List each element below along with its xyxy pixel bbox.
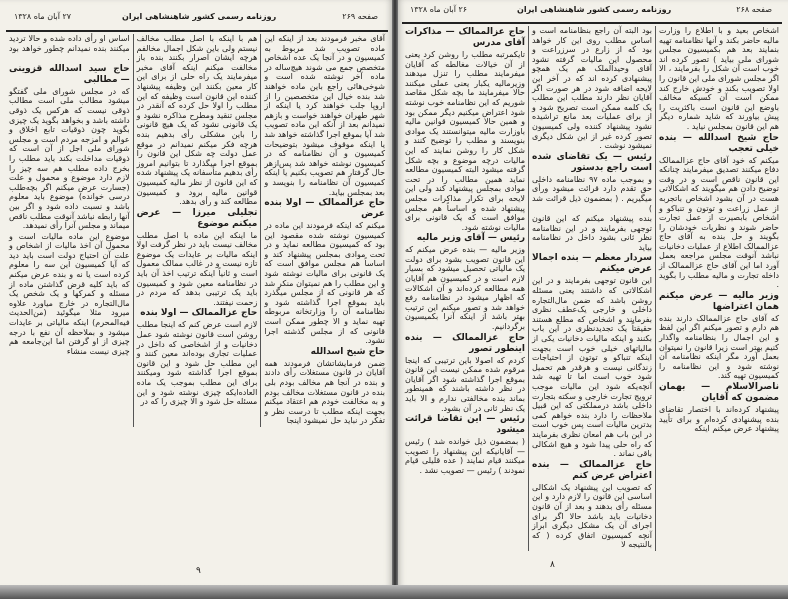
paragraph: لازم است عرض کنم که اینجا مطلب روشن است قانون نوشته شود عمل دخانیات و از اشخاصی که داخل در عملیات تجاری بوده‌اند معین کنند و این مطلب حل شود و این قانون بموقع اجرا گذاشته شود ومیکنند برای این مطلب بموجب یک ماده العاده‌ایکه چیزی نوشته شود و این مسئله حل شود و الا چیزی را که در (136, 320, 258, 407)
speaker-heading: رئیس — آقای وزیر مالیه (416, 233, 525, 244)
paragraph: ما اینکه این ماده با اصل مطلب مخالف نیست باید در نظر گرفت اولا اینکه مالیات بر عایدات یک موضوع تازه نیست و در غالب ممالک معمول است و ثانیاً اینکه ترتیب اخذ آن باید در نظامنامه معین شود و کمیسیون باید یک ترتیبی بدهد که مردم در زحمت نیفتند. (136, 230, 258, 307)
paragraph: پیشنهاد کرده‌اند با اختصار تقاضای بنده پیشنهادی کرده‌ام و برای تأیید پیشنهاد عرض میکنم اینکه (659, 405, 779, 434)
speaker-heading: سردار معظم — بنده اجمالا عرض میکنم (532, 253, 652, 275)
text-column (133, 34, 261, 427)
paragraph: وزیر مالیه — بنده عرض میکنم که این قانون تصویب بشود برای دولت یک مالیاتی تحصیل میشود که بسیار لازم است و در کمیسیون هم آقایان همه مطالعه کرده‌اند و آن اشکالات که اظهار میشود در نظامنامه رفع خواهد شد و تصور میکنم این ترتیب بهتر باشد از اینکه آنرا بکمیسیون برگردانیم. (405, 245, 525, 332)
speaker-heading: ناصرالاسلام — بهمان مضمون که آقایان (659, 382, 779, 403)
right-page-columns (402, 26, 782, 551)
page-label: صفحه ۲۶۸ (736, 5, 772, 14)
text-column (655, 26, 782, 551)
paragraph: این قانون توجهی بفرمایند و در این اشکالاتی که داشتند یعنی مسئله روشن باشد که ضمن مال‌التجاره داخلی و خارجی یک‌عطف نظری بفرمایند و اشخاص که مطلع هستند حقیقتاً یک تجدیدنظری در این باب بکنند و اینکه مالیات دخانیات یکی از مالیاتهای خیلی خوب است بجهت اینکه تنباکو و توتون از احتیاجات زندگانی نیست و هرقدر هم تحمیل شود خوب است اما تا تهیه شد آنچه‌یکه شود این مالیات موجب ترویج تجارت خارجی و سکته بتجارت داخلی باشد درمملکتی که این قبیل ملاحظات را دارد بنده خواهم کمی بدترین مالیات است پس خوب است در این باب هم امعان نظری بفرمایند که راه حلی پیدا شود و هیچ اشکالی باقی نماند . (531, 276, 652, 459)
paragraph: که تصویب این پیشنهاد یک اشکالی اساسی این قانون را لازم دارد و این مسئله رأی بدهند و بعد از آن قانون دخانیات باید باشد حالا اگر برای اجرای آن یک مشکل دیگری ابراز آنچه کمیسیون اتفاق کرده ( که بالنتیجه لا (532, 482, 652, 550)
masthead: روزنامه رسمی کشور شاهنشاهی ایران (517, 5, 672, 14)
left-page-columns (6, 34, 388, 427)
header-rule (402, 22, 782, 24)
speaker-heading: حاج عزالممالک — بنده اعتراض عرض کنم (532, 459, 652, 481)
left-page-header (6, 12, 388, 26)
speaker-heading: حاج عزالممالک — اولا بنده عرض (264, 198, 385, 220)
paragraph: هم با اینکه با اصل مطلب مخالف نیستم ولی باین شکل اجمال مخالفم هرچه ایشان اصرار بکنند بنده باز مخالفت میکنم اینکه آقای مخبر میفرمایند یک راه حلی از برای این کار معین بکنند این وظیفه پیشنهاد کننده این قانون است وظیفه که این مطلب را اولا حل کرده که آنقدر در مجلس تنقید ومطرح مذاکره نشود و یک قانونی نشود که یک هیچ قانونی را باین مشکلی رأی بدهیم بنده هرچه فکر میکنم نمیدانم در موقع عمل دولت چه شکل این قانون را بموقع اجرا میگذارد تا بتوانیم امروز رأی بدهیم متأسفانه یک پیشنهاد شده که این قانون از نظر مالیه کمیسیون قوانین مالیه برود و کمیسیون مطالعه کند و رأی بدهد. (136, 34, 258, 207)
masthead: روزنامه رسمی کشور شاهنشاهی ایران (122, 12, 277, 21)
paragraph: بود البته آن راجع بنظامنامه است و اساس مطلب روی این کار خواهد بود که از زارع در سرزراعت و محصول این مالیات گرفته نشود آقای وحیدالملک هم یک همچو پیشنهادی کرده اند که در آخر این لایحه اضافه شود در هر صورت اگر آقایان نظر دارند مطلب این مطلب یک کلمه ممکن است تصریح شود و از برای عملیات بعد مانع تراشیده نشود پیشنهاد کننده ولی کمیسیون تصور کرده غیر از این شکل دیگری نمیشود نوشت . (532, 26, 652, 151)
speaker-heading: تجلیلی میرزا — عرض میکنم موضوع (136, 207, 258, 229)
paragraph: کردم که اصولا باین ترتیبی که اینجا مرقوم شده ممکن نیست این قانون بموقع اجرا گذاشته شود اگر آقایان در نظر داشته باشند که همینطور بماند بنده مخالفتی ندارم و الا باید یک نظر ثانی در آن بشود. (405, 355, 525, 413)
speaker-heading: وزیر مالیه — عرض میکنم همان اعتراضها (659, 290, 779, 312)
text-column (528, 26, 655, 551)
paragraph: آقای مخبر فرمودند بعد از اینکه این ماده تصویب شد مربوط به کمیسیون و در آنجا یک عده اشخاص متخصص جمع می شوند هیچ‌ساله در ماده آخر نوشته شده است و شوخی‌هائی راجع باین ماده خواهند شد بنده خیال این متخصصین را از اروپا جلب خواهند کرد یا اینکه از شهر طهران خواهند خواست و بازهم نمیدانم بعد از آنکه این ماده تصویب شد آیا بموقع اجرا گذاشته خواهد شد یا اینکه موقوف میشود بتوضیحات کمیسیون و آن نظامنامه که در کمیسیون نوشته خواهد شد پس‌ازهر حال گرفتار هم تصویب بکنیم یا اینکه کمیسیون آن نظامنامه را بنویسد و بعد بمجلس بیاید. (264, 34, 385, 197)
speaker-heading: حاج عزالممالک — اولا بنده (140, 308, 258, 319)
text-column (260, 34, 388, 427)
paragraph: اساس او رأی داده شده و حالا تردید میکنند بنده نمیدانم چطور خواهد بود . (8, 34, 130, 63)
scan-edge (0, 585, 788, 599)
page-number: ۸ (550, 560, 555, 570)
text-column (402, 26, 528, 551)
speaker-heading: رئیس — یک تقاضای شده است راجع بدستور (532, 151, 652, 173)
speaker-heading: حاج عزالممالک — بنده اینطور تصور (405, 332, 525, 354)
speaker-heading: حاج عزالممالک — مذاکرات آقای مدرس (405, 27, 525, 48)
book-gutter (392, 0, 398, 599)
paragraph: ضمن فرمایشاتشان فرمودند همه آقایان در قانون مستغلات رأی دادند و بنده در آنجا هم مخالف بودم بلی بنده در قانون مستغلات مخالف بودم و به مخالفت خودم هم اعتقاد میکنم بجهت اینکه مطلب تا درست نظر و تفکر در نباید حل نمیشود اینجا (264, 358, 385, 426)
text-column (6, 34, 133, 427)
issue-date: ۲۷ آبان ماه ۱۳۲۸ (14, 12, 72, 21)
paragraph: و بموجب ماده ۹۷ نظامنامه داخلی حق تقدم دارد قرائت میشود ورأی میگیریم . ( بمضمون ذیل قرائت شد ) (532, 174, 652, 213)
paragraph: میکنم که اینکه فرمودند این ماده در کمیسیون نوشته شده مقصود این بود که کمیسیون مطالعه نماید و در تحت موادی بمجلس پیشنهاد کند و اساساً هم مجلس موافق است که یک قانونی برای مالیات نوشته شود و این مطلب را هم نمیتوان منکر شد که هر قانونی که از مجلس میگذرد باید بموقع اجرا گذاشته شود و نظامنامه آن را وزارتخانه مربوطه تهیه نماید و الا چطور ممکن است قانونی که از مجلس گذشته اجرا نشود. (264, 221, 385, 346)
right-page (396, 0, 788, 588)
paragraph: ( بمضمون ذیل خوانده شد ) رئیس — آقایانیکه این پیشنهاد را تصویب میکنند قیام نمایند ( عده قلیلی قیام نمودند ) رئیس — تصویب نشد . (405, 437, 525, 475)
page-number: ۹ (196, 566, 201, 576)
page-label: صفحه ۲۶۹ (342, 12, 378, 21)
paragraph: تایکمرتبه مطلب را روشن کرد یعنی از آن خیالات مغالطه که آقایان میفرمایند مطلب را تنزل میدهند وزیرمالیه یکبار یعنی عملی میکنند حالا میفرمایند ما بچه شکل مقاصد شوریم که این نظامنامه خوب نوشته شود اعتراض میکنیم دیگر ممکن بود و همین حالا کمیسیون قوانین مالیه باوزارت مالیه میتوانستند یک موادی بنویسند و مطلب را توضیح کنند و شکل کار را روشن نمایند که این مالیات درچه موضوع و بچه شکل گرفته میشود البته کمیسیون مطالعه نماید همین مطالب را در تحت موادی بمجلس پیشنهاد کند ولی این لایحه برای تکرار مذاکرات مجلس پیشنهاد شده و اساساً هم مجلس موافق است که یک قانونی برای مالیات نوشته شود. (405, 50, 525, 232)
left-page (0, 0, 394, 588)
paragraph: که آقای حاج عزالممالک دارند بنده هم دارم و تصور میکنم اگر این لفظ و این اجمال را بنظامنامه واگذار کنیم بهتر است زیرا قانون را نمیتوان بعمل آورد مگر اینکه نظامنامه آن نوشته شود و این نظامنامه را کمیسیون تهیه کند. (659, 313, 779, 381)
speaker-heading: رئیس — این تقاضا قرائت میشود (405, 414, 525, 436)
header-rule (6, 30, 388, 32)
paragraph: اشخاص بعید و با اطلاع را وزارت مالیه حاضر بکند و آنها نظامنامه تهیه بنمایند بعد هم بکمیسیون مجلس شورای ملی بیاید ) تصور کرده اند خوب است آن شکل را بفرمایند ، الا اگر مجلس شورای ملی این قانون را اولا تصویب بکند و خودش خارج کند ممکن است آن کسیکه مخالف باوضع این قانون است باکثریت را پیش بیاورند که شاید شماره دیگر هم این قانون بمجلس نیاید . (659, 26, 779, 131)
right-page-header (402, 5, 782, 19)
paragraph: که در مجلس شورای ملی گفتگو میشود مطالب ملی است مطالب ذوقی نیست که هرکس یک ذوقی داشته باشد و بخواهد بگوید یک چیزی بگوید چون ذوقیات تابع اخلاق و عوالم و امزجه مردم است و مجلس شورای ملی اجل از آن است که ذوقیات مداخلت بکند باید مطلب را بخرج داده مطلب هم سه چیز را لازم دارد موضوع و محمول و علت (جسارت عرض میکنم اگر بچه‌طلب درسی خوانده) موضوع باید معلوم باشد و نسبت داده شود و اگر بین آنها رابطه نباشد آنوقت مطلب ناقص میماند و مجلس آنرا رأی نمیدهد. (8, 86, 130, 231)
paragraph: موضوع این ماده مالیات است و محمول آن اخذ مالیات از اشخاص و علت آن احتیاج دولت است باید دید که آیا کمیسیون این سه را معلوم کرده است یا نه و بنده عرض میکنم که باید کلیه قرض گذاشتن ماده از مسئله و کمرکها و یک شخص یک مال‌التجاره در خارج میاورد علاوه میرود مثلا میگوئید (من‌الحدیث فیه‌المحرم) اینکه مالیاتی بر عایدات میشود و بملاحظه آن نفع با درجه چیزی از او گرفتن اما این‌جامعه هم چیزی نیست منشاء (8, 231, 130, 356)
paragraph: میکنم که خود آقای حاج عزالممالک دفاع میکنند تصدیق میفرمایند چنانکه این قانون ناقص است و در وقت توضیح دادن هم میگویند که اشکالاتی هست در آن بشود اشخاص باتجربه از عمل زراعت و توتون و تنباکو و اشخاص بابصیرت از عمل تجارت حاضر شوند و نظریات خودشان را بگویند و حل بنده به آقای حاج عزالممالک اطلاع از عملیات دخانیات نباشد آنوقت مجلس مراجعه بعمل آورد اما این آقای حاج عزالممالک از داخله تجارت و مالیه مطلب را بگوید . (659, 155, 779, 290)
issue-date: ۲۶ آبان ماه ۱۳۲۸ (410, 5, 468, 14)
speaker-heading: حاج سید اسدالله قزوینی — مطالبی (8, 63, 130, 85)
speaker-heading: حاج شیخ اسدالله (310, 346, 385, 357)
speaker-heading: حاج شیخ اسدالله — بنده خیلی تعجب (659, 132, 779, 154)
paragraph: بنده پیشنهاد میکنم که این قانون توجهی بفرمایند و در این نظامنامه نظر ثانی بشود داخل در نظامنامه بیاید (532, 214, 652, 252)
